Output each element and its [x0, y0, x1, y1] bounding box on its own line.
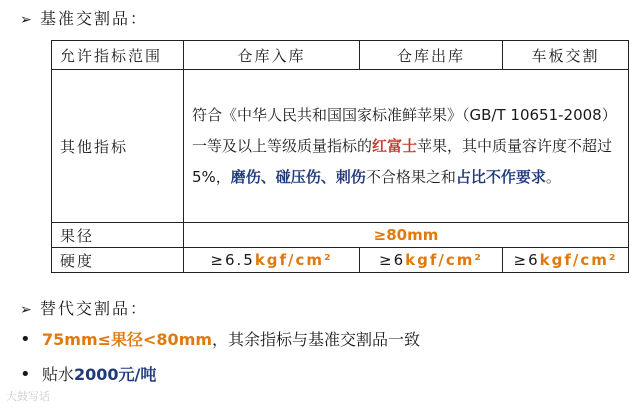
section-heading-benchmark [20, 6, 148, 29]
table-row [52, 248, 629, 273]
list-item: • 贴水2000元/吨 [20, 364, 157, 385]
table-row [52, 70, 629, 223]
hardness-cell: ≥6.5kgf/cm² [184, 248, 360, 273]
watermark: 大鼓写话 [6, 390, 50, 403]
section-heading-substitute [20, 296, 148, 319]
section-title: 替代交割品： [40, 299, 149, 318]
bullet-dot-icon: • [20, 364, 31, 385]
table-row [52, 223, 629, 248]
text-span: 苹果，其中质量容许度不超过5%， [192, 136, 613, 186]
row-label: 硬度 [52, 248, 184, 273]
hardness-cell: ≥6kgf/cm² [360, 248, 503, 273]
row-label: 果径 [52, 223, 184, 248]
arrow-bullet-icon: ➢ [20, 302, 34, 318]
text-span: 符合《中华人民共和国国家标准鲜苹果》（GB/T 10651-2008）一等及以上等级质量指标的 [192, 105, 617, 155]
text-span: 。 [545, 167, 561, 186]
header-cell: 仓库出库 [360, 41, 503, 70]
defect-highlight: 磨伤、碰压伤、刺伤 [230, 167, 366, 186]
header-cell: 仓库入库 [184, 41, 360, 70]
header-cell: 车板交割 [503, 41, 629, 70]
variety-highlight: 红富士 [372, 136, 418, 155]
size-value: ≥80mm [184, 223, 629, 248]
requirement-highlight: 占比不作要求 [455, 167, 546, 186]
bullet-dot-icon: • [20, 329, 31, 350]
row-label: 其他指标 [52, 70, 184, 223]
header-cell: 允许指标范围 [52, 41, 184, 70]
table-header-row [52, 41, 629, 70]
section-title: 基准交割品： [40, 9, 149, 28]
text-span: 不合格果之和 [365, 167, 456, 186]
hardness-cell: ≥6kgf/cm² [503, 248, 629, 273]
arrow-bullet-icon: ➢ [20, 12, 34, 28]
delivery-spec-table [51, 40, 629, 273]
other-criteria-text [184, 70, 629, 223]
list-item: • 75mm≤果径<80mm，其余指标与基准交割品一致 [20, 329, 421, 350]
